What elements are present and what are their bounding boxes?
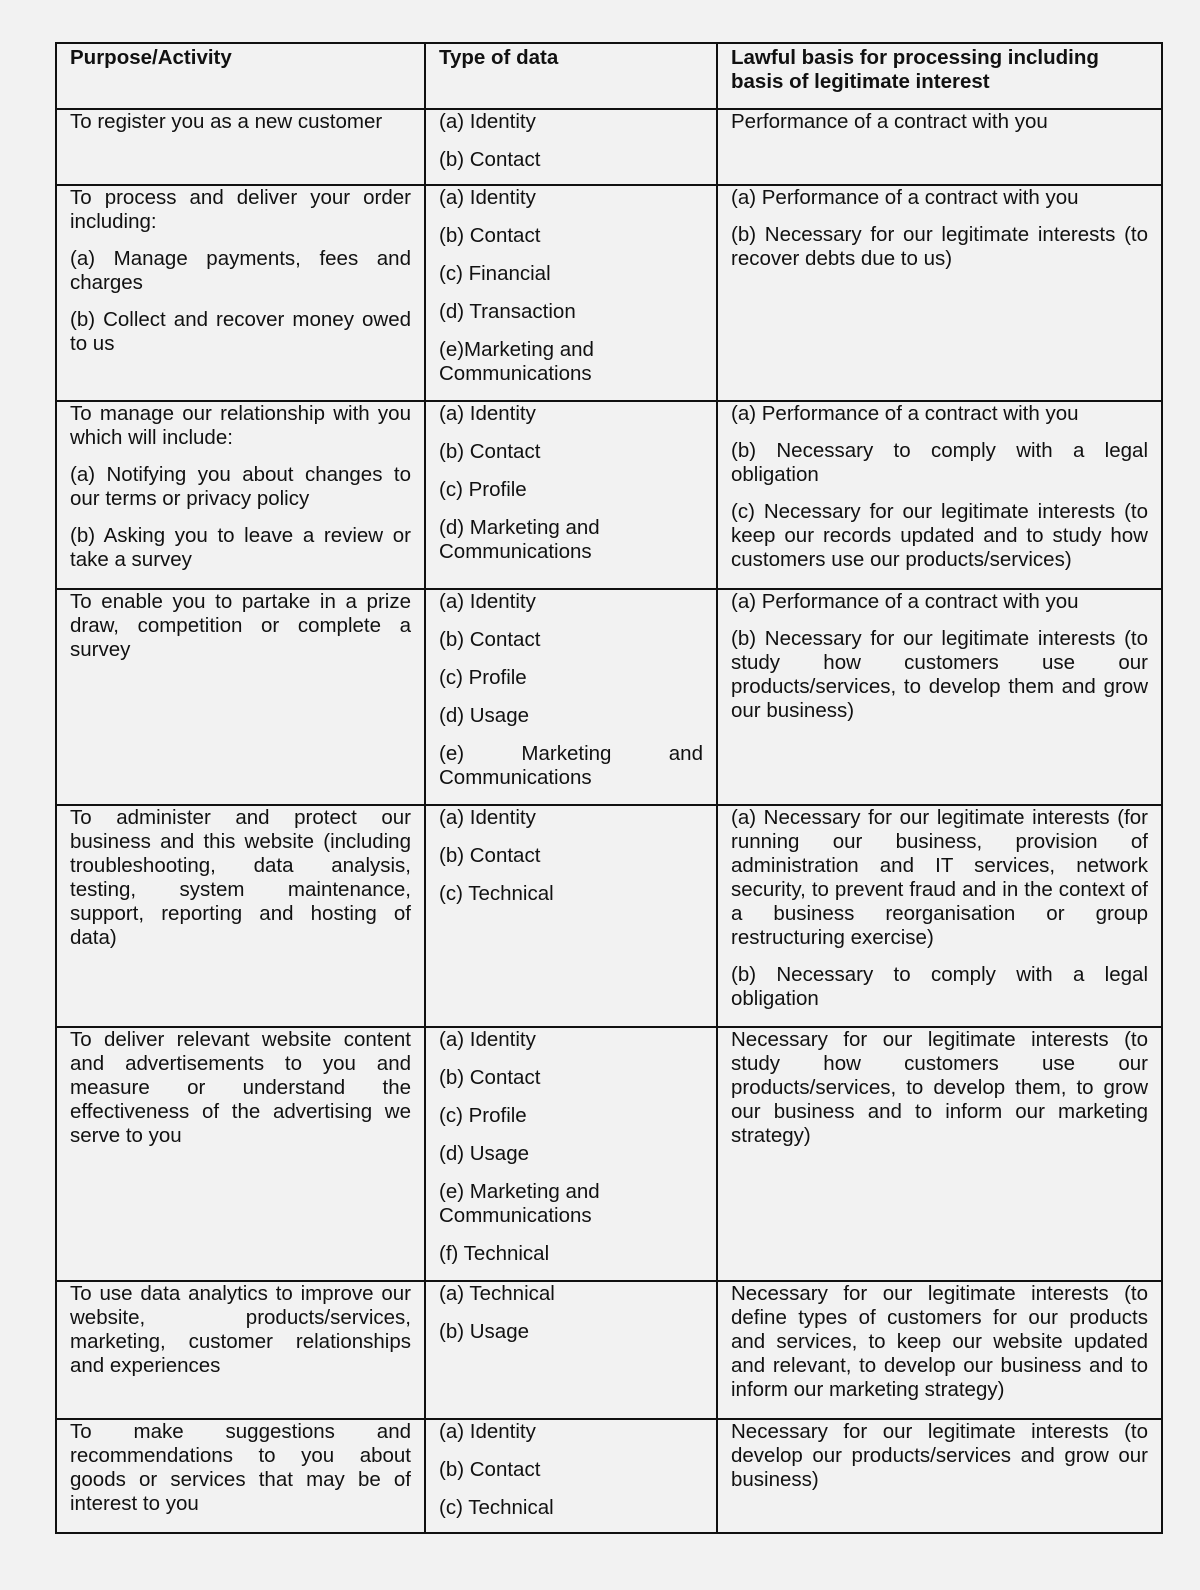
basis-text: (a) Necessary for our legitimate interests (for running our business, provision of administration and IT services, network security, to prevent fraud and in the context of a business reorganisation or group restructuring exercise) [731, 806, 1148, 949]
table-row [56, 109, 1162, 185]
basis-text: Performance of a contract with you [731, 110, 1048, 133]
basis-text: (c) Necessary for our legitimate interests (to keep our records updated and to study how customers use our products/services) [731, 500, 1148, 571]
data-type-item: (d) Usage [439, 1142, 530, 1165]
data-type-item: (c) Technical [439, 882, 554, 905]
purpose-text: To use data analytics to improve our website, products/services, marketing, customer relationships and experiences [70, 1282, 411, 1377]
data-type-item: (b) Contact [439, 1458, 541, 1481]
data-type-item: (b) Contact [439, 1066, 541, 1089]
data-type-item: (e) Marketing and Communications [439, 742, 703, 789]
basis-text: (a) Performance of a contract with you [731, 186, 1079, 209]
basis-text: (b) Necessary to comply with a legal obligation [731, 963, 1148, 1010]
purpose-cell [56, 185, 425, 401]
table-row [56, 1281, 1162, 1419]
purpose-cell [56, 1027, 425, 1281]
data-type-item: (a) Identity [439, 590, 536, 613]
purpose-text: (a) Notifying you about changes to our terms or privacy policy [70, 463, 411, 510]
type-cell [425, 109, 717, 185]
table-row [56, 401, 1162, 589]
basis-cell [717, 401, 1162, 589]
basis-cell [717, 1419, 1162, 1533]
header-type-of-data: Type of data [425, 43, 717, 109]
purpose-text: To make suggestions and recommendations to you about goods or services that may be of interest to you [70, 1420, 411, 1515]
basis-cell [717, 1027, 1162, 1281]
data-type-item: (a) Identity [439, 1420, 536, 1443]
purpose-cell [56, 805, 425, 1027]
table-row [56, 1027, 1162, 1281]
purpose-text: (b) Asking you to leave a review or take a survey [70, 524, 411, 571]
basis-cell [717, 1281, 1162, 1419]
type-cell [425, 1419, 717, 1533]
purpose-cell [56, 401, 425, 589]
purpose-cell [56, 1281, 425, 1419]
basis-text: (b) Necessary to comply with a legal obligation [731, 439, 1148, 486]
purpose-text: (a) Manage payments, fees and charges [70, 247, 411, 294]
basis-text: Necessary for our legitimate interests (to develop our products/services and grow our business) [731, 1420, 1148, 1491]
data-type-item: (c) Profile [439, 666, 527, 689]
table-row [56, 589, 1162, 805]
data-type-item: (c) Profile [439, 1104, 527, 1127]
data-type-item: (e)Marketing and Communications [439, 338, 594, 385]
data-type-item: (d) Usage [439, 704, 530, 727]
data-type-item: (c) Financial [439, 262, 551, 285]
type-cell [425, 1027, 717, 1281]
basis-text: (a) Performance of a contract with you [731, 402, 1079, 425]
purpose-text: To process and deliver your order including: [70, 186, 411, 233]
data-type-item: (a) Technical [439, 1282, 555, 1305]
type-cell [425, 805, 717, 1027]
data-type-item: (e) Marketing and Communications [439, 1180, 600, 1227]
purpose-text: (b) Collect and recover money owed to us [70, 308, 411, 355]
table-row [56, 185, 1162, 401]
purpose-text: To register you as a new customer [70, 110, 383, 133]
data-type-item: (b) Contact [439, 844, 541, 867]
header-lawful-basis: Lawful basis for processing including basis of legitimate interest [717, 43, 1162, 109]
basis-text: (b) Necessary for our legitimate interests (to study how customers use our products/services, to develop them and grow our business) [731, 627, 1148, 722]
basis-cell [717, 589, 1162, 805]
basis-cell [717, 109, 1162, 185]
header-purpose: Purpose/Activity [56, 43, 425, 109]
data-type-item: (b) Contact [439, 440, 541, 463]
type-cell [425, 401, 717, 589]
data-type-item: (b) Contact [439, 224, 541, 247]
purpose-cell [56, 109, 425, 185]
type-cell [425, 1281, 717, 1419]
type-cell [425, 185, 717, 401]
purpose-text: To administer and protect our business and this website (including troubleshooting, data analysis, testing, system maintenance, support, reporting and hosting of data) [70, 806, 411, 949]
basis-text: (a) Performance of a contract with you [731, 590, 1079, 613]
data-type-item: (b) Contact [439, 148, 541, 171]
data-type-item: (a) Identity [439, 1028, 536, 1051]
purpose-text: To manage our relationship with you which will include: [70, 402, 411, 449]
purpose-cell [56, 1419, 425, 1533]
data-type-item: (d) Marketing and Communications [439, 516, 600, 563]
table-row [56, 1419, 1162, 1533]
purpose-cell [56, 589, 425, 805]
basis-text: Necessary for our legitimate interests (to study how customers use our products/services, to develop them, to grow our business and to inform our marketing strategy) [731, 1028, 1148, 1147]
table-row [56, 805, 1162, 1027]
basis-text: Necessary for our legitimate interests (to define types of customers for our products and services, to keep our website updated and relevant, to develop our business and to inform our marketing strategy) [731, 1282, 1148, 1401]
data-type-item: (a) Identity [439, 806, 536, 829]
basis-text: (b) Necessary for our legitimate interests (to recover debts due to us) [731, 223, 1148, 270]
data-type-item: (b) Contact [439, 628, 541, 651]
type-cell [425, 589, 717, 805]
data-type-item: (d) Transaction [439, 300, 576, 323]
lawful-basis-table [55, 42, 1163, 1534]
data-type-item: (c) Profile [439, 478, 527, 501]
data-type-item: (c) Technical [439, 1496, 554, 1519]
data-type-item: (b) Usage [439, 1320, 530, 1343]
purpose-text: To enable you to partake in a prize draw, competition or complete a survey [70, 590, 411, 661]
data-type-item: (a) Identity [439, 402, 536, 425]
data-type-item: (a) Identity [439, 186, 536, 209]
header-row [56, 43, 1162, 109]
basis-cell [717, 185, 1162, 401]
basis-cell [717, 805, 1162, 1027]
purpose-text: To deliver relevant website content and advertisements to you and measure or understand the effectiveness of the advertising we serve to you [70, 1028, 411, 1147]
data-type-item: (a) Identity [439, 110, 536, 133]
data-type-item: (f) Technical [439, 1242, 550, 1265]
